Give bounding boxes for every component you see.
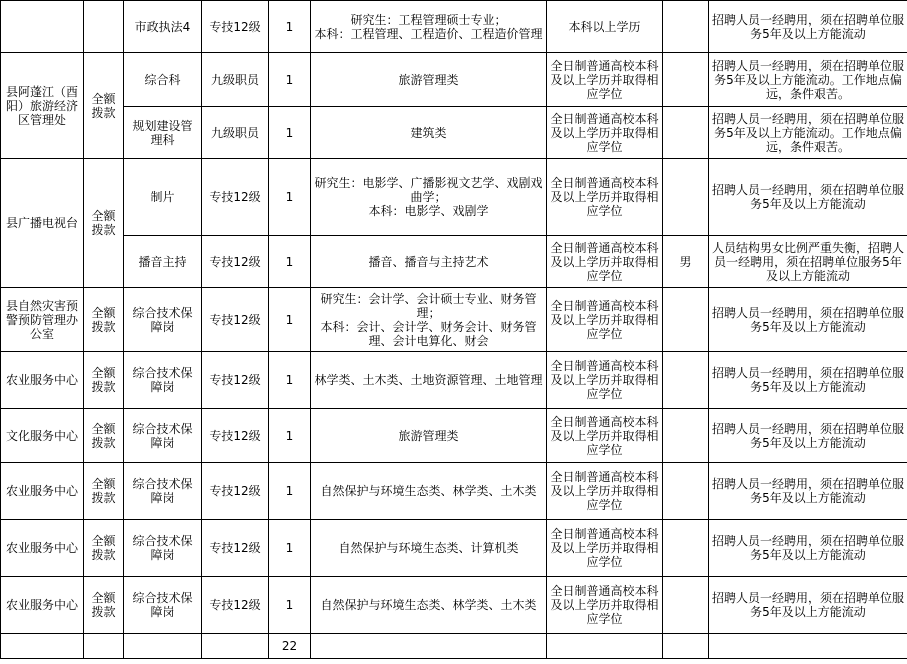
gender-cell <box>663 53 709 107</box>
unit-cell: 农业服务中心 <box>1 520 84 577</box>
table-row <box>1 577 907 634</box>
funding-cell: 全额拨款 <box>84 577 124 634</box>
major-line: 研究生：工程管理硕士专业； <box>350 12 507 27</box>
major-cell <box>311 352 547 409</box>
table-row <box>1 463 907 520</box>
post-cell: 综合技术保障岗 <box>124 352 202 409</box>
education-cell: 全日制普通高校本科及以上学历并取得相应学位 <box>547 520 663 577</box>
table-row <box>1 409 907 463</box>
post-cell: 综合技术保障岗 <box>124 577 202 634</box>
table-row <box>1 107 907 159</box>
education-cell: 全日制普通高校本科及以上学历并取得相应学位 <box>547 463 663 520</box>
table-row <box>1 159 907 236</box>
major-line: 林学类、土木类、土地资源管理、土地管理 <box>314 373 543 387</box>
unit-cell: 农业服务中心 <box>1 463 84 520</box>
education-cell: 本科以上学历 <box>547 1 663 53</box>
unit-cell: 县广播电视台 <box>1 159 84 288</box>
major-line: 自然保护与环境生态类、林学类、土木类 <box>320 484 537 498</box>
empty-cell <box>663 634 709 659</box>
funding-cell: 全额拨款 <box>84 288 124 352</box>
major-line: 旅游管理类 <box>398 72 459 87</box>
table-row <box>1 53 907 107</box>
major-cell <box>311 409 547 463</box>
note-cell: 招聘人员一经聘用，须在招聘单位服务5年及以上方能流动 <box>709 1 907 53</box>
major-line: 本科：电影学、戏剧学 <box>368 204 489 218</box>
level-cell: 专技12级 <box>202 352 269 409</box>
table-row <box>1 236 907 288</box>
level-cell: 专技12级 <box>202 1 269 53</box>
major-cell <box>311 1 547 53</box>
funding-cell: 全额拨款 <box>84 409 124 463</box>
unit-cell: 文化服务中心 <box>1 409 84 463</box>
gender-cell <box>663 107 709 159</box>
count-cell: 1 <box>269 236 311 288</box>
note-cell: 人员结构男女比例严重失衡，招聘人员一经聘用，须在招聘单位服务5年及以上方能流动 <box>709 236 907 288</box>
funding-cell: 全额拨款 <box>84 53 124 159</box>
unit-cell: 农业服务中心 <box>1 352 84 409</box>
gender-cell <box>663 159 709 236</box>
empty-cell <box>124 634 202 659</box>
major-cell <box>311 159 547 236</box>
level-cell: 九级职员 <box>202 107 269 159</box>
major-line: 本科：工程管理、工程造价、工程造价管理 <box>314 26 543 41</box>
post-cell: 综合技术保障岗 <box>124 520 202 577</box>
level-cell: 专技12级 <box>202 236 269 288</box>
total-row <box>1 634 907 659</box>
count-cell: 1 <box>269 107 311 159</box>
note-cell: 招聘人员一经聘用，须在招聘单位服务5年及以上方能流动 <box>709 409 907 463</box>
funding-cell: 全额拨款 <box>84 520 124 577</box>
major-cell <box>311 288 547 352</box>
funding-cell: 全额拨款 <box>84 352 124 409</box>
post-cell: 综合科 <box>124 53 202 107</box>
level-cell: 专技12级 <box>202 520 269 577</box>
gender-cell: 男 <box>663 236 709 288</box>
level-cell: 九级职员 <box>202 53 269 107</box>
post-cell: 市政执法4 <box>124 1 202 53</box>
gender-cell <box>663 409 709 463</box>
major-line: 自然保护与环境生态类、计算机类 <box>338 541 519 555</box>
note-cell: 招聘人员一经聘用，须在招聘单位服务5年及以上方能流动 <box>709 288 907 352</box>
major-cell <box>311 107 547 159</box>
empty-cell <box>709 634 907 659</box>
unit-cell: 县自然灾害预警预防管理办公室 <box>1 288 84 352</box>
gender-cell <box>663 463 709 520</box>
funding-cell <box>84 1 124 53</box>
note-cell: 招聘人员一经聘用，须在招聘单位服务5年及以上方能流动 <box>709 463 907 520</box>
count-cell: 1 <box>269 463 311 520</box>
gender-cell <box>663 1 709 53</box>
table-row <box>1 352 907 409</box>
count-cell: 1 <box>269 409 311 463</box>
major-cell <box>311 236 547 288</box>
education-cell: 全日制普通高校本科及以上学历并取得相应学位 <box>547 159 663 236</box>
post-cell: 制片 <box>124 159 202 236</box>
education-cell: 全日制普通高校本科及以上学历并取得相应学位 <box>547 288 663 352</box>
major-cell <box>311 520 547 577</box>
education-cell: 全日制普通高校本科及以上学历并取得相应学位 <box>547 577 663 634</box>
unit-cell: 农业服务中心 <box>1 577 84 634</box>
gender-cell <box>663 520 709 577</box>
unit-cell: 县阿蓬江（酉阳）旅游经济区管理处 <box>1 53 84 159</box>
count-cell: 1 <box>269 288 311 352</box>
major-line: 自然保护与环境生态类、林学类、土木类 <box>320 598 537 612</box>
note-cell: 招聘人员一经聘用，须在招聘单位服务5年及以上方能流动 <box>709 577 907 634</box>
education-cell: 全日制普通高校本科及以上学历并取得相应学位 <box>547 352 663 409</box>
major-line: 本科：会计、会计学、财务会计、财务管理、会计电算化、财会 <box>320 319 537 348</box>
level-cell: 专技12级 <box>202 463 269 520</box>
count-cell: 1 <box>269 352 311 409</box>
gender-cell <box>663 288 709 352</box>
major-cell <box>311 577 547 634</box>
count-cell: 1 <box>269 1 311 53</box>
empty-cell <box>1 634 84 659</box>
count-cell: 1 <box>269 520 311 577</box>
post-cell: 综合技术保障岗 <box>124 463 202 520</box>
empty-cell <box>84 634 124 659</box>
major-line: 播音、播音与主持艺术 <box>368 254 489 269</box>
unit-cell <box>1 1 84 53</box>
post-cell: 综合技术保障岗 <box>124 288 202 352</box>
note-cell: 招聘人员一经聘用，须在招聘单位服务5年及以上方能流动。工作地点偏远，条件艰苦。 <box>709 53 907 107</box>
gender-cell <box>663 577 709 634</box>
level-cell: 专技12级 <box>202 409 269 463</box>
major-line: 研究生：电影学、广播影视文艺学、戏剧戏曲学； <box>314 176 543 204</box>
gender-cell <box>663 352 709 409</box>
table-row <box>1 1 907 53</box>
empty-cell <box>202 634 269 659</box>
total-count-cell: 22 <box>269 634 311 659</box>
empty-cell <box>547 634 663 659</box>
major-cell <box>311 463 547 520</box>
note-cell: 招聘人员一经聘用，须在招聘单位服务5年及以上方能流动 <box>709 520 907 577</box>
note-cell: 招聘人员一经聘用，须在招聘单位服务5年及以上方能流动 <box>709 159 907 236</box>
level-cell: 专技12级 <box>202 577 269 634</box>
funding-cell: 全额拨款 <box>84 463 124 520</box>
education-cell: 全日制普通高校本科及以上学历并取得相应学位 <box>547 236 663 288</box>
major-cell <box>311 53 547 107</box>
major-line: 研究生：会计学、会计硕士专业、财务管理； <box>320 291 537 320</box>
empty-cell <box>311 634 547 659</box>
post-cell: 综合技术保障岗 <box>124 409 202 463</box>
note-cell: 招聘人员一经聘用，须在招聘单位服务5年及以上方能流动。工作地点偏远，条件艰苦。 <box>709 107 907 159</box>
level-cell: 专技12级 <box>202 159 269 236</box>
post-cell: 播音主持 <box>124 236 202 288</box>
count-cell: 1 <box>269 577 311 634</box>
count-cell: 1 <box>269 53 311 107</box>
count-cell: 1 <box>269 159 311 236</box>
table-row <box>1 288 907 352</box>
level-cell: 专技12级 <box>202 288 269 352</box>
education-cell: 全日制普通高校本科及以上学历并取得相应学位 <box>547 107 663 159</box>
post-cell: 规划建设管理科 <box>124 107 202 159</box>
major-line: 建筑类 <box>410 125 447 140</box>
education-cell: 全日制普通高校本科及以上学历并取得相应学位 <box>547 53 663 107</box>
table-row <box>1 520 907 577</box>
funding-cell: 全额拨款 <box>84 159 124 288</box>
education-cell: 全日制普通高校本科及以上学历并取得相应学位 <box>547 409 663 463</box>
note-cell: 招聘人员一经聘用，须在招聘单位服务5年及以上方能流动 <box>709 352 907 409</box>
major-line: 旅游管理类 <box>398 428 459 443</box>
